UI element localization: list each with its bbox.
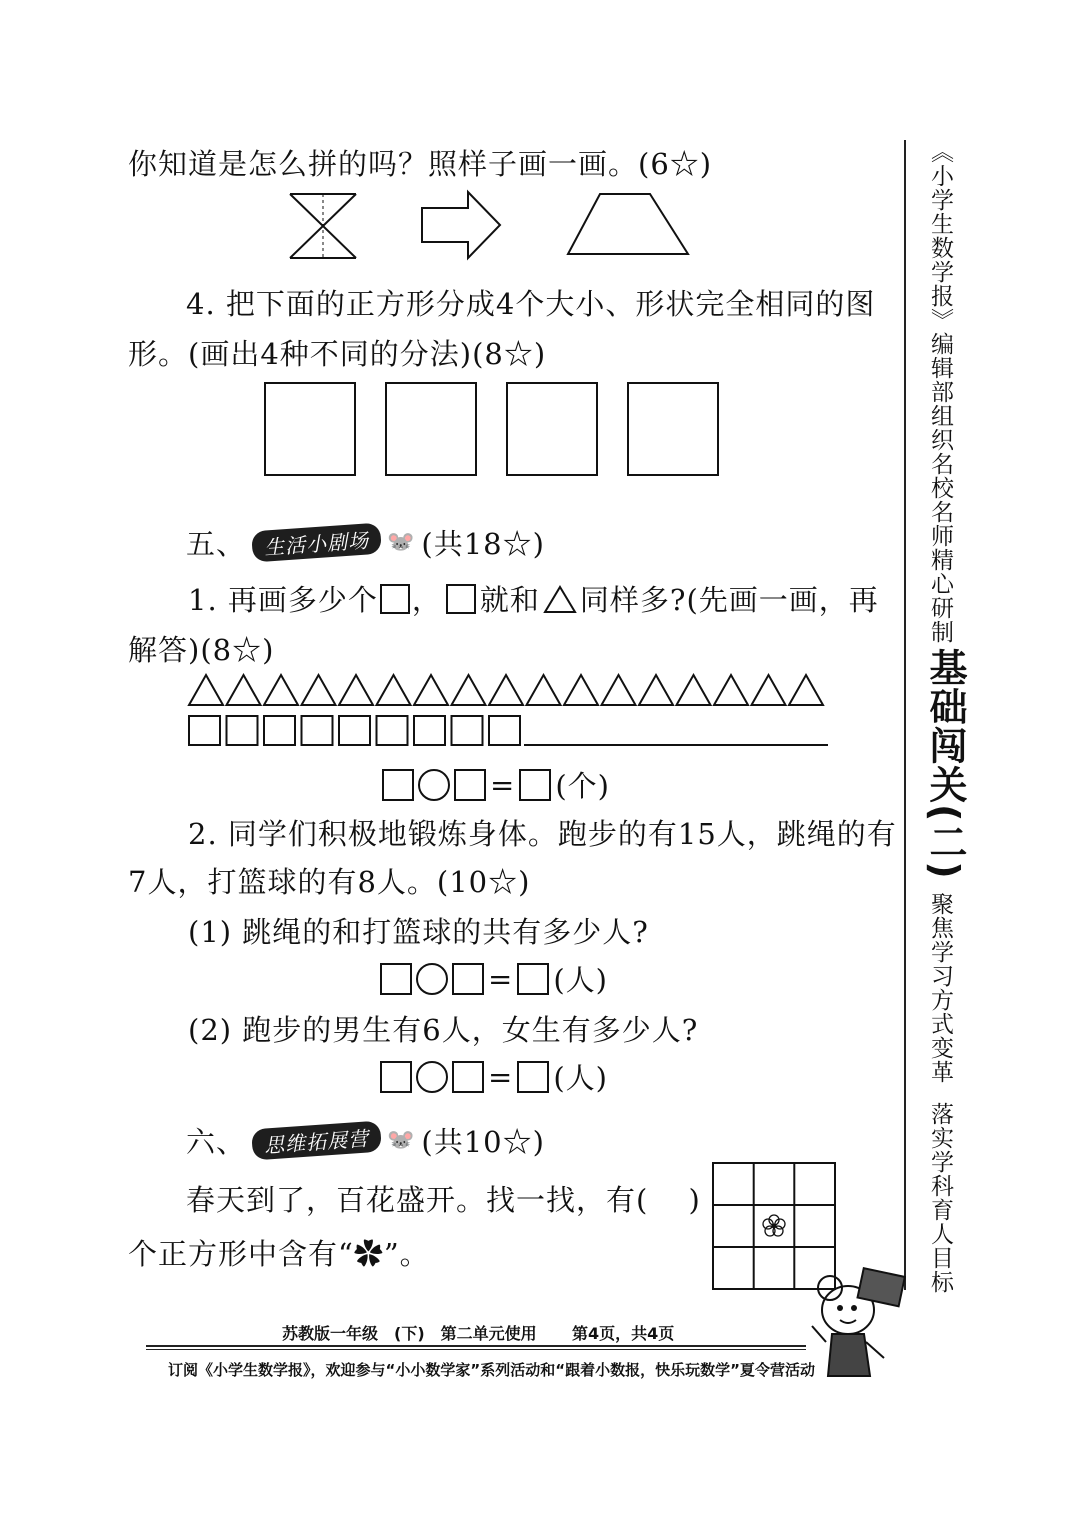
square-item: [452, 716, 483, 745]
triangle-item: [564, 675, 598, 705]
answer-square-1[interactable]: [265, 383, 355, 475]
flower-icon: [763, 1215, 785, 1236]
equation-unit: (个): [555, 769, 610, 803]
triangle-item: [302, 675, 336, 705]
triangle-item: [189, 675, 223, 705]
triangle-item: [452, 675, 486, 705]
triangle-row: [188, 673, 838, 709]
s5-q1-text-a: 1. 再画多少个: [188, 583, 378, 617]
square-row: [188, 714, 838, 748]
sidebar-publisher-text: 《小学生数学报》编辑部组织名校名师精心研制: [927, 140, 953, 644]
section5-points: (共18☆): [421, 527, 545, 561]
s5-q2-sub-1: (1) 跳绳的和打篮球的共有多少人?: [188, 915, 649, 949]
equals-sign: =: [488, 1059, 514, 1094]
trapezoid-shape: [568, 194, 688, 254]
triangle-item: [639, 675, 673, 705]
mouse-mascot-icon: [800, 1268, 910, 1388]
section5-banner: 生活小剧场: [251, 523, 382, 563]
sidebar-slogan-1: 聚焦学习方式变革: [927, 892, 953, 1084]
small-square-icon: [380, 584, 410, 614]
operator-circle[interactable]: [418, 769, 450, 801]
q3-instruction: 你知道是怎么拼的吗？照样子画一画。(6☆): [128, 147, 713, 181]
triangle-item: [489, 675, 523, 705]
s5-q1-text-d: 同样多?(先画一画，再: [579, 583, 879, 617]
triangle-item: [752, 675, 786, 705]
result-box[interactable]: [517, 963, 549, 995]
triangle-item: [227, 675, 261, 705]
answer-square-3[interactable]: [507, 383, 597, 475]
result-box[interactable]: [517, 1061, 549, 1093]
section6-points: (共10☆): [421, 1125, 545, 1159]
square-item: [414, 716, 445, 745]
equation-box[interactable]: [380, 963, 412, 995]
answer-square-4[interactable]: [628, 383, 718, 475]
equation-box[interactable]: [452, 1061, 484, 1093]
footer-note: 订阅《小学生数学报》，欢迎参与“小小数学家”系列活动和“跟着小数报，快乐玩数学”夏令营活动: [168, 1361, 815, 1379]
s5-q1-text-b: ，: [411, 583, 442, 617]
triangle-item: [414, 675, 448, 705]
square-item: [189, 716, 220, 745]
s5-q2-sub-2: (2) 跑步的男生有6人，女生有多少人?: [188, 1013, 699, 1047]
equation-box[interactable]: [380, 1061, 412, 1093]
equation-box[interactable]: [452, 963, 484, 995]
small-square-icon: [446, 584, 476, 614]
triangle-item: [339, 675, 373, 705]
sidebar-slogan-2: 落实学科育人目标: [927, 1102, 953, 1294]
triangle-item: [677, 675, 711, 705]
operator-circle[interactable]: [416, 963, 448, 995]
triangle-item: [264, 675, 298, 705]
s6-line-1: 春天到了，百花盛开。找一找，有( ): [186, 1183, 701, 1217]
triangle-item: [602, 675, 636, 705]
equation-box[interactable]: [454, 769, 486, 801]
equals-sign: =: [488, 961, 514, 996]
equation-unit: (人): [553, 963, 608, 997]
square-item: [227, 716, 258, 745]
square-item: [264, 716, 295, 745]
sidebar-divider: [904, 140, 906, 1290]
section6-header: [186, 1120, 545, 1161]
square-item: [489, 716, 520, 745]
equation-unit: (人): [553, 1061, 608, 1095]
sidebar-title: 基础闯关(二): [923, 648, 967, 880]
s5-q2-equation-2: [380, 1056, 608, 1097]
square-item: [339, 716, 370, 745]
section6-number: 六、: [186, 1125, 247, 1159]
s5-q1-line-2: 解答)(8☆): [128, 633, 275, 667]
footer-page-number: 第4页，共4页: [572, 1324, 675, 1343]
section5-number: 五、: [186, 527, 247, 561]
footer-rule-thin: [146, 1349, 806, 1350]
s6-line-2: 个正方形中含有“✿”。: [128, 1237, 430, 1271]
equation-box[interactable]: [382, 769, 414, 801]
arrow-shape: [422, 192, 500, 258]
triangle-item: [714, 675, 748, 705]
s5-q2-line-2: 7人，打篮球的有8人。(10☆): [128, 865, 531, 899]
triangle-item: [789, 675, 823, 705]
s5-q1-text-c: 就和: [479, 583, 540, 617]
footer-edition: 苏教版一年级 (下) 第二单元使用: [282, 1324, 537, 1343]
operator-circle[interactable]: [416, 1061, 448, 1093]
section6-banner: 思维拓展营: [251, 1121, 382, 1161]
triangle-item: [377, 675, 411, 705]
result-box[interactable]: [519, 769, 551, 801]
hourglass-shape: [290, 194, 356, 258]
answer-square-2[interactable]: [386, 383, 476, 475]
square-item: [377, 716, 408, 745]
small-triangle-icon: [544, 585, 576, 613]
mascot-icon: 🐭: [387, 530, 416, 555]
s5-q2-equation-1: [380, 958, 608, 999]
triangle-item: [527, 675, 561, 705]
q4-squares: [264, 382, 724, 478]
q4-line-2: 形。(画出4种不同的分法)(8☆): [128, 337, 547, 371]
mascot-icon: 🐭: [387, 1128, 416, 1153]
s5-q2-line-1: 2. 同学们积极地锻炼身体。跑步的有15人，跳绳的有: [188, 817, 897, 851]
square-item: [302, 716, 333, 745]
footer-rule: [146, 1345, 806, 1347]
section5-header: [186, 522, 545, 563]
q3-example-shapes: [290, 192, 710, 262]
equals-sign: =: [490, 767, 516, 802]
s5-q1-equation: [382, 764, 610, 805]
s5-q1-line-1: [188, 578, 879, 619]
q4-line-1: 4. 把下面的正方形分成4个大小、形状完全相同的图: [186, 287, 876, 321]
